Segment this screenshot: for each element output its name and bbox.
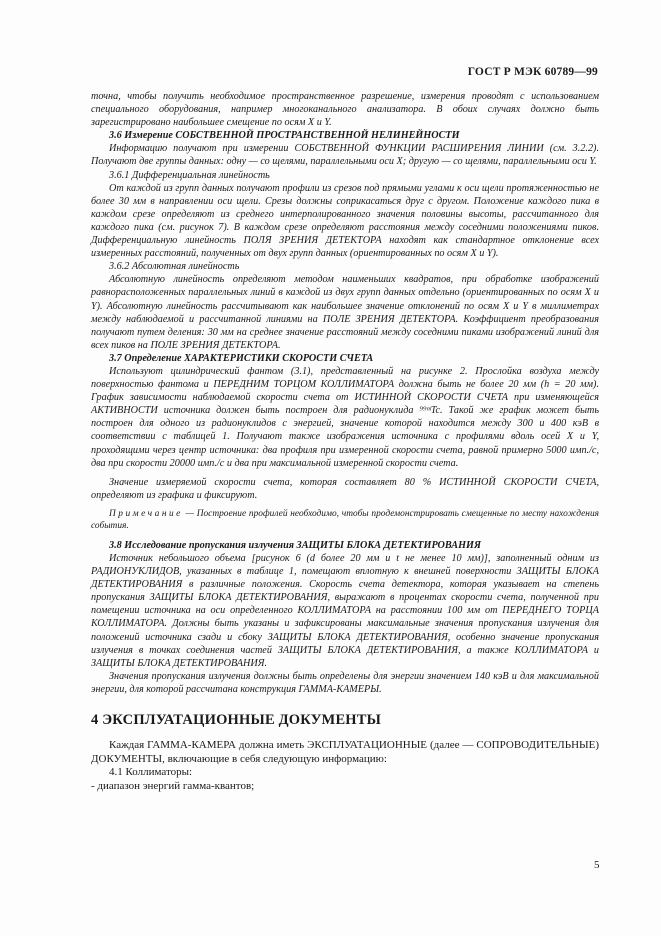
document-body bbox=[91, 90, 599, 793]
paragraph-continuation: точна, чтобы получить необходимое пространственное разрешение, измерения проводят с использованием специального оборудования, например многоканального анализатора. В обоих случаях должно быть зарегистрировано наибольшее смещение по осям X и Y. bbox=[91, 91, 599, 129]
subsection-heading-3-6-1: 3.6.1 Дифференциальная линейность bbox=[109, 169, 270, 181]
paragraph-3-8-energy: Значения пропускания излучения должны быть определены для энергии значением 140 кэВ и для максимальной энергии, для которой рассчитана конструкция ГАММА-КАМЕРЫ. bbox=[91, 670, 599, 695]
paragraph-3-6: Информацию получают при измерении СОБСТВЕННОЙ ФУНКЦИИ РАСШИРЕНИЯ ЛИНИИ (см. 3.2.2). Получают две группы данных: одну — со щелями, параллельными оси X; другую — со щелями, параллельными оси Y. bbox=[91, 143, 599, 168]
note-label: Примечание bbox=[109, 508, 183, 519]
section-heading-3-6 bbox=[91, 129, 599, 142]
section-heading-3-7: 3.7 Определение ХАРАКТЕРИСТИКИ СКОРОСТИ СЧЕТА bbox=[109, 352, 374, 364]
paragraph-3-7-result: Значение измеряемой скорости счета, которая составляет 80 % ИСТИННОЙ СКОРОСТИ СЧЕТА, определяют из графика и фиксируют. bbox=[91, 476, 599, 501]
chapter-heading-4: 4 ЭКСПЛУАТАЦИОННЫЕ ДОКУМЕНТЫ bbox=[91, 712, 382, 729]
paragraph-3-6-2: Абсолютную линейность определяют методом наименьших квадратов, при обработке изображений равнорасположенных параллельных линий в каждой из двух групп данных отдельно (ориентированных по осям X и Y). Абсолютную линейность рассчитывают как наибольшее значение отклонений по осям X и Y в миллиметрах между наблюдаемой и рассчитанной линиями на ПОЛЕ ЗРЕНИЯ ДЕТЕКТОРА. Коэффициент преобразования получают путем деления: 30 мм на среднее значение расстояний между соседними пиками изображений линий для всех пиков на ПОЛЕ ЗРЕНИЯ ДЕТЕКТОРА. bbox=[91, 274, 599, 351]
list-item-energy-range: - диапазон энергий гамма-квантов; bbox=[91, 779, 255, 792]
document-header: ГОСТ Р МЭК 60789—99 bbox=[467, 66, 598, 78]
page-number: 5 bbox=[594, 859, 600, 871]
note-text: — Построение профилей необходимо, чтобы продемонстрировать смещенные по месту нахождения события. bbox=[91, 508, 600, 532]
paragraph-4: Каждая ГАММА-КАМЕРА должна иметь ЭКСПЛУАТАЦИОННЫЕ (далее — СОПРОВОДИТЕЛЬНЫЕ) ДОКУМЕНТЫ, включающие в себя следующую информацию: bbox=[91, 739, 599, 765]
paragraph-3-8: Источник небольшого объема [рисунок 6 (d более 20 мм и t не менее 10 мм)], заполненный одним из РАДИОНУКЛИДОВ, указанных в таблице 1, помещают вплотную к внешней поверхности ЗАЩИТЫ БЛОКА ДЕТЕКТИРОВАНИЯ в различные положения. Скорость счета детектора, которая указывает на степень пропускания ЗАЩИТЫ БЛОКА ДЕТЕКТИРОВАНИЯ, выражают в процентах скорости счета, полученной при помещении источника на оси определенного КОЛЛИМАТОРА на расстоянии 100 мм от ПЕРЕДНЕГО ТОРЦА КОЛЛИМАТОРА. Должны быть указаны и зафиксированы максимальные значения пропускания излучения для положений источника сзади и сбоку ЗАЩИТЫ БЛОКА ДЕТЕКТИРОВАНИЯ, особенно значение пропускания излучения в точках соединения частей ЗАЩИТЫ БЛОКА ДЕТЕКТИРОВАНИЯ, а также КОЛЛИМАТОРА и ЗАЩИТЫ БЛОКА ДЕТЕКТИРОВАНИЯ. bbox=[91, 553, 599, 669]
note bbox=[91, 508, 599, 533]
section-heading-3-8: 3.8 Исследование пропускания излучения ЗАЩИТЫ БЛОКА ДЕТЕКТИРОВАНИЯ bbox=[109, 539, 481, 551]
paragraph-3-7: Используют цилиндрический фантом (3.1), представленный на рисунке 2. Прослойка воздуха между поверхностью фантома и ПЕРЕДНИМ ТОРЦОМ КОЛЛИМАТОРА должна быть не более 20 мм (h = 20 мм). График зависимости наблюдаемой скорости счета от ИСТИННОЙ СКОРОСТИ СЧЕТА при изменяющейся АКТИВНОСТИ источника должен быть построен для радионуклида ⁹⁹ᵐTc. Такой же график может быть построен для одного из радионуклидов с энергией, значение которой находится между 300 и 400 кэВ в соответствии с таблицей 1. Получают также изображения источника с профилями вдоль осей X и Y, проходящими через центр источника: два профиля при измеренной скорости счета, равной примерно 5000 имп./с, два при скорости 20000 имп./с и два при максимальной измеренной скорости счета. bbox=[91, 365, 599, 469]
paragraph-4-1: 4.1 Коллиматоры: bbox=[109, 766, 193, 779]
section-heading-3-6-text: 3.6 Измерение СОБСТВЕННОЙ ПРОСТРАНСТВЕННОЙ НЕЛИНЕЙНОСТИ bbox=[109, 130, 460, 142]
paragraph-3-6-1: От каждой из групп данных получают профили из срезов под прямыми углами к оси щели протяженностью не более 30 мм в направлении оси щели. Срезы должны соприкасаться друг с другом. Положение каждого пика в каждом срезе определяют из среднего интерполированного значения половины высоты, рассчитанного для каждого пика (см. рисунок 7). В каждом срезе определяют расстояния между соседними положениями пиков. Дифференциальную линейность ПОЛЯ ЗРЕНИЯ ДЕТЕКТОРА находят как стандартное отклонение всех измеренных расстояний, полученных от двух групп данных (ориентированных по осям X и Y). bbox=[91, 182, 599, 260]
subsection-heading-3-6-2: 3.6.2 Абсолютная линейность bbox=[109, 261, 240, 273]
